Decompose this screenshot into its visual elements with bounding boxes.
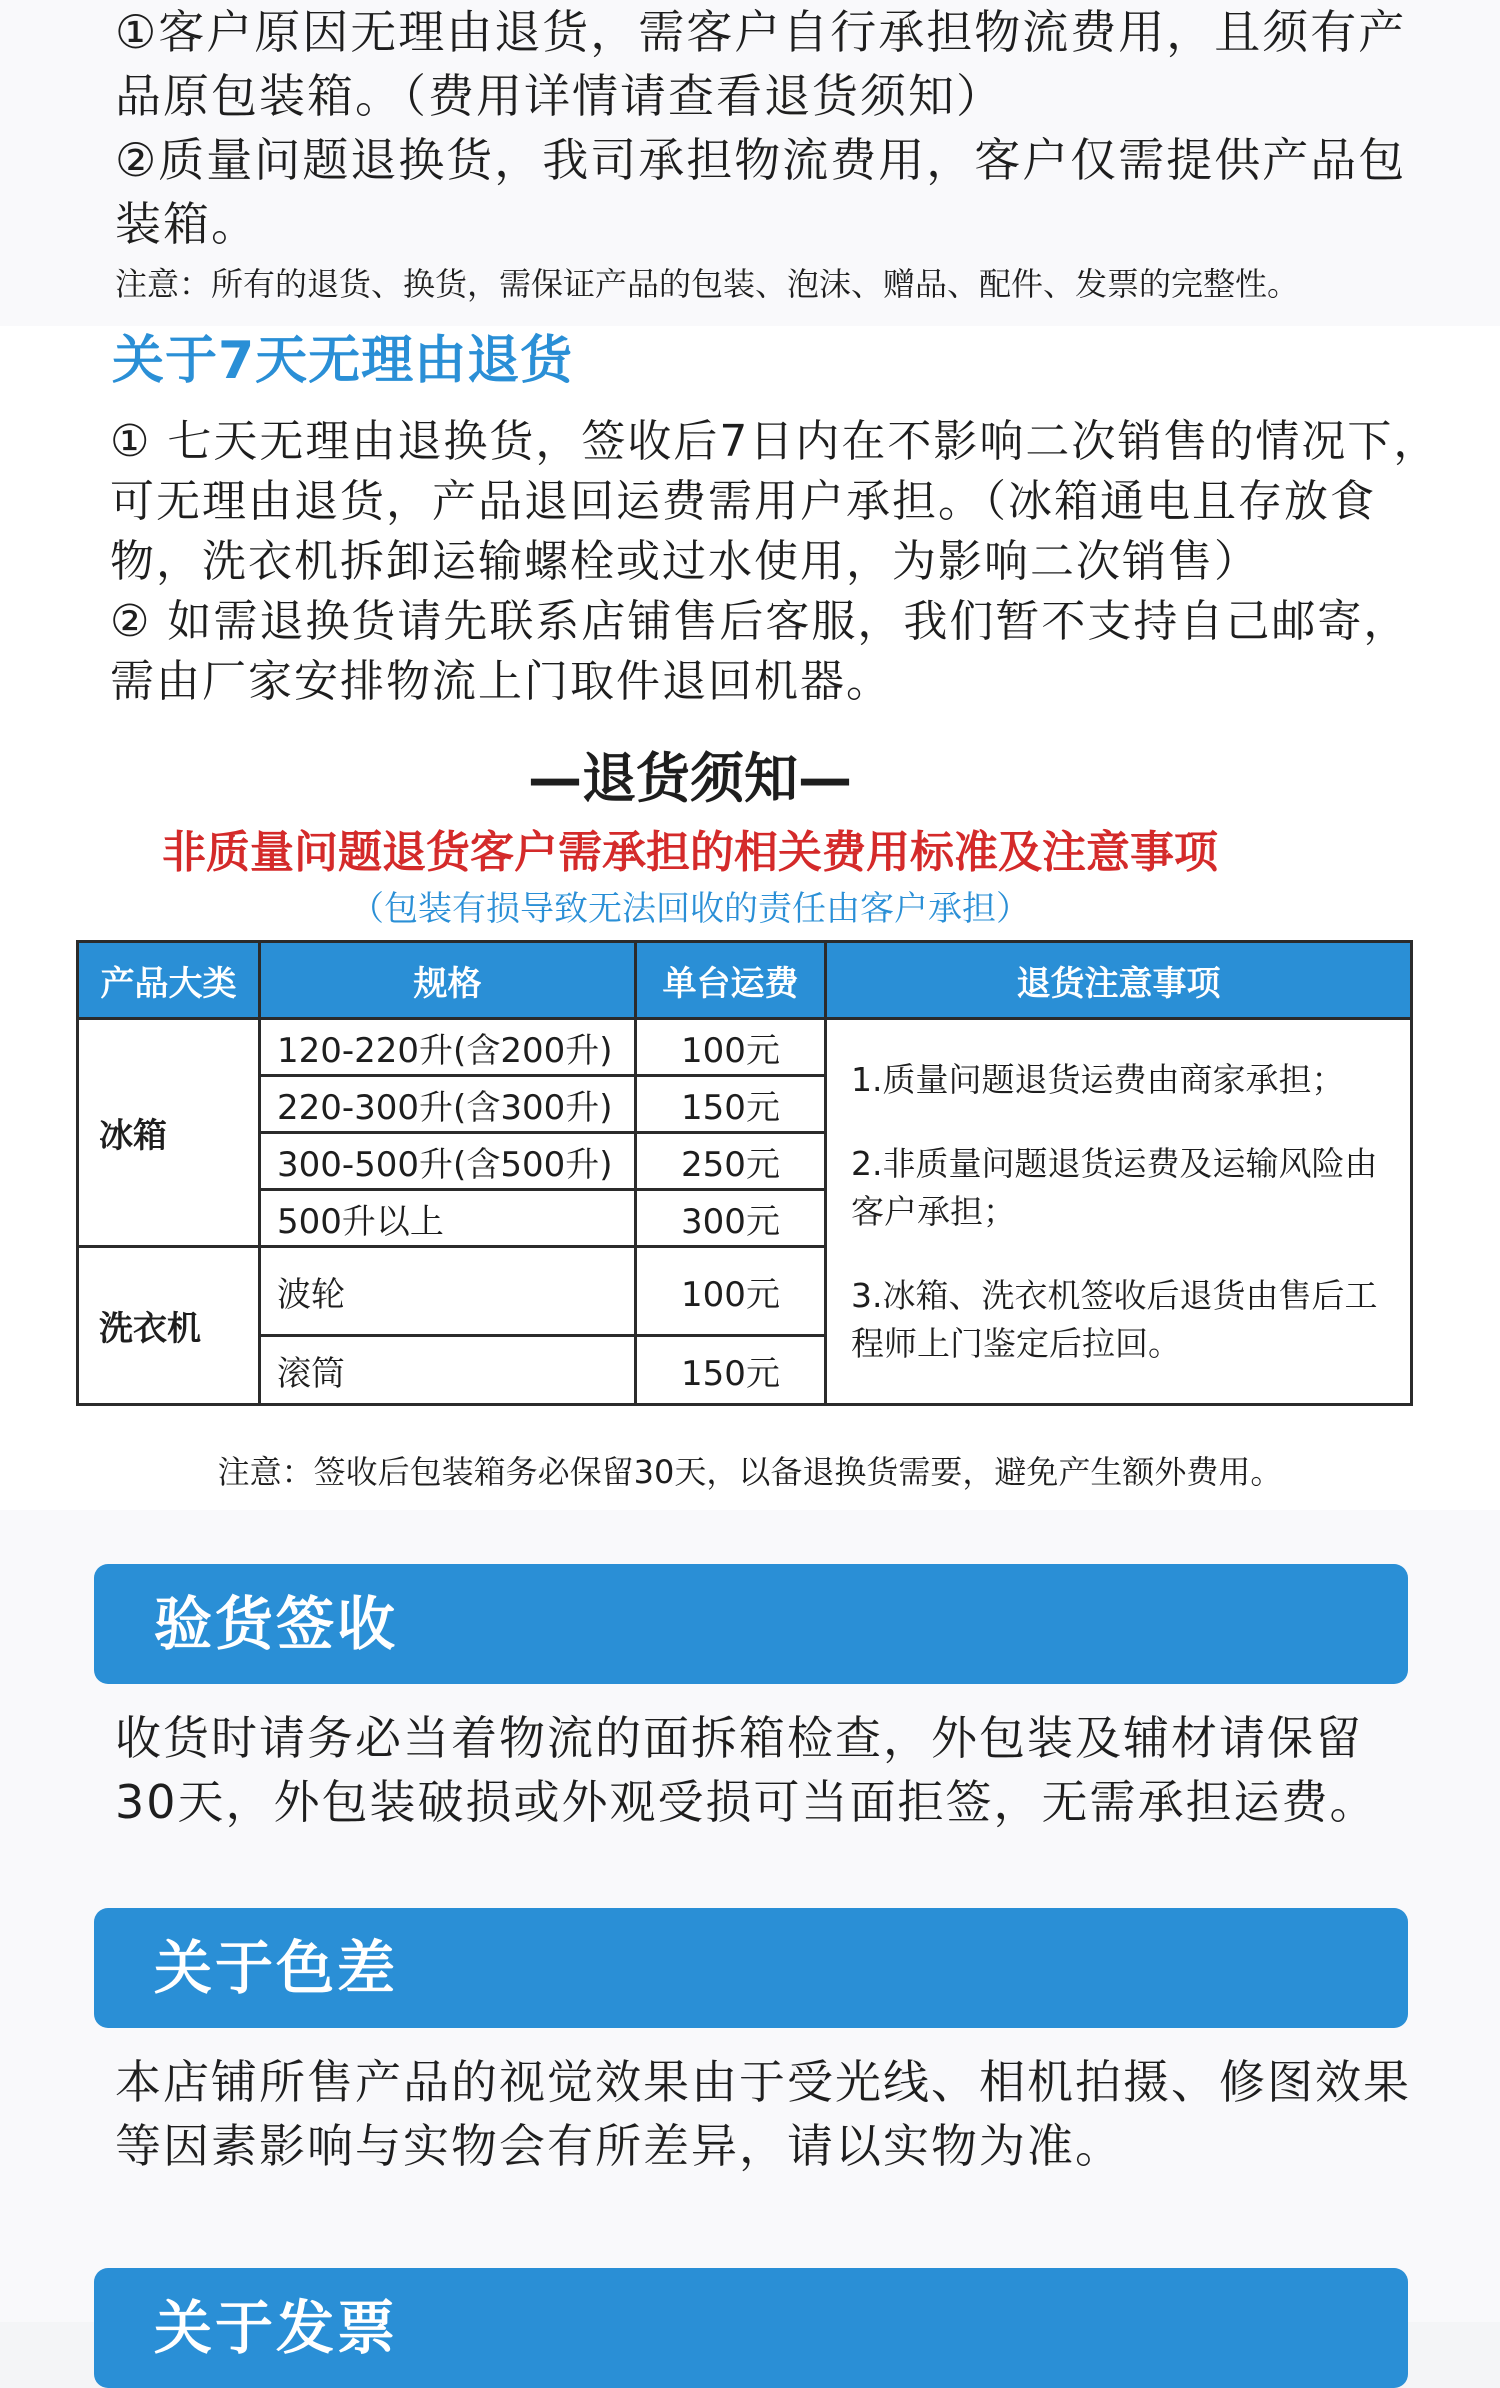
return-note-3: 3.冰箱、洗衣机签收后退货由售后工程师上门鉴定后拉回。 <box>851 1275 1378 1363</box>
seven-day-item-1: ① 七天无理由退换货，签收后7日内在不影响二次销售的情况下，可无理由退货，产品退回运费需用户承担。（冰箱通电且存放食物，洗衣机拆卸运输螺栓或过水使用，为影响二次销售） <box>110 416 1440 587</box>
price-cell: 250元 <box>636 1133 826 1190</box>
spec-cell: 220-300升(含300升) <box>260 1076 636 1133</box>
completeness-note: 注意：所有的退货、换货，需保证产品的包装、泡沫、赠品、配件、发票的完整性。 <box>115 265 1300 303</box>
return-note-2: 2.非质量问题退货运费及运输风险由客户承担； <box>851 1143 1378 1231</box>
fee-table <box>76 940 1413 1406</box>
category-washer: 洗衣机 <box>78 1247 260 1405</box>
fee-table-header <box>78 942 1412 1019</box>
color-diff-body: 本店铺所售产品的视觉效果由于受光线、相机拍摄、修图效果等因素影响与实物会有所差异，请以实物为准。 <box>115 2055 1411 2173</box>
header-price: 单台运费 <box>636 942 826 1019</box>
bottom-section <box>0 1510 1500 2362</box>
inspection-title: 验货签收 <box>154 1590 399 1658</box>
seven-day-item-2: ② 如需退换货请先联系店铺售后客服，我们暂不支持自己邮寄，需由厂家安排物流上门取件退回机器。 <box>110 596 1410 707</box>
middle-section <box>0 326 1500 1510</box>
invoice-banner <box>94 2268 1408 2388</box>
price-cell: 150元 <box>636 1076 826 1133</box>
price-cell: 100元 <box>636 1019 826 1076</box>
inspection-body: 收货时请务必当着物流的面拆箱检查，外包装及辅材请保留30天，外包装破损或外观受损可当面拒签，无需承担运费。 <box>115 1711 1378 1829</box>
spec-cell: 滚筒 <box>260 1336 636 1405</box>
seven-day-heading: 关于7天无理由退货 <box>112 331 574 391</box>
category-fridge: 冰箱 <box>78 1019 260 1247</box>
package-retention-note: 注意：签收后包装箱务必保留30天，以备退换货需要，避免产生额外费用。 <box>217 1453 1283 1491</box>
return-notes-cell <box>826 1019 1412 1405</box>
return-note-1: 1.质量问题退货运费由商家承担； <box>851 1059 1345 1099</box>
price-cell: 300元 <box>636 1190 826 1247</box>
spec-cell: 120-220升(含200升) <box>260 1019 636 1076</box>
return-policy-line-2: ②质量问题退换货，我司承担物流费用，客户仅需提供产品包装箱。 <box>115 133 1407 251</box>
price-cell: 100元 <box>636 1247 826 1336</box>
top-section <box>0 0 1500 326</box>
table-row <box>78 1019 1412 1076</box>
color-diff-title: 关于色差 <box>154 1934 399 2002</box>
return-notice-title: —退货须知— <box>528 747 852 810</box>
header-spec: 规格 <box>260 942 636 1019</box>
color-diff-banner <box>94 1908 1408 2028</box>
spec-cell: 波轮 <box>260 1247 636 1336</box>
price-cell: 150元 <box>636 1336 826 1405</box>
inspection-banner <box>94 1564 1408 1684</box>
header-notes: 退货注意事项 <box>826 942 1412 1019</box>
return-notice-subnote: （包装有损导致无法回收的责任由客户承担） <box>350 889 1030 929</box>
header-category: 产品大类 <box>78 942 260 1019</box>
spec-cell: 300-500升(含500升) <box>260 1133 636 1190</box>
invoice-title: 关于发票 <box>154 2294 399 2362</box>
spec-cell: 500升以上 <box>260 1190 636 1247</box>
return-policy-line-1: ①客户原因无理由退货，需客户自行承担物流费用，且须有产品原包装箱。（费用详情请查看退货须知） <box>115 5 1407 123</box>
return-notice-subtitle: 非质量问题退货客户需承担的相关费用标准及注意事项 <box>162 827 1218 878</box>
